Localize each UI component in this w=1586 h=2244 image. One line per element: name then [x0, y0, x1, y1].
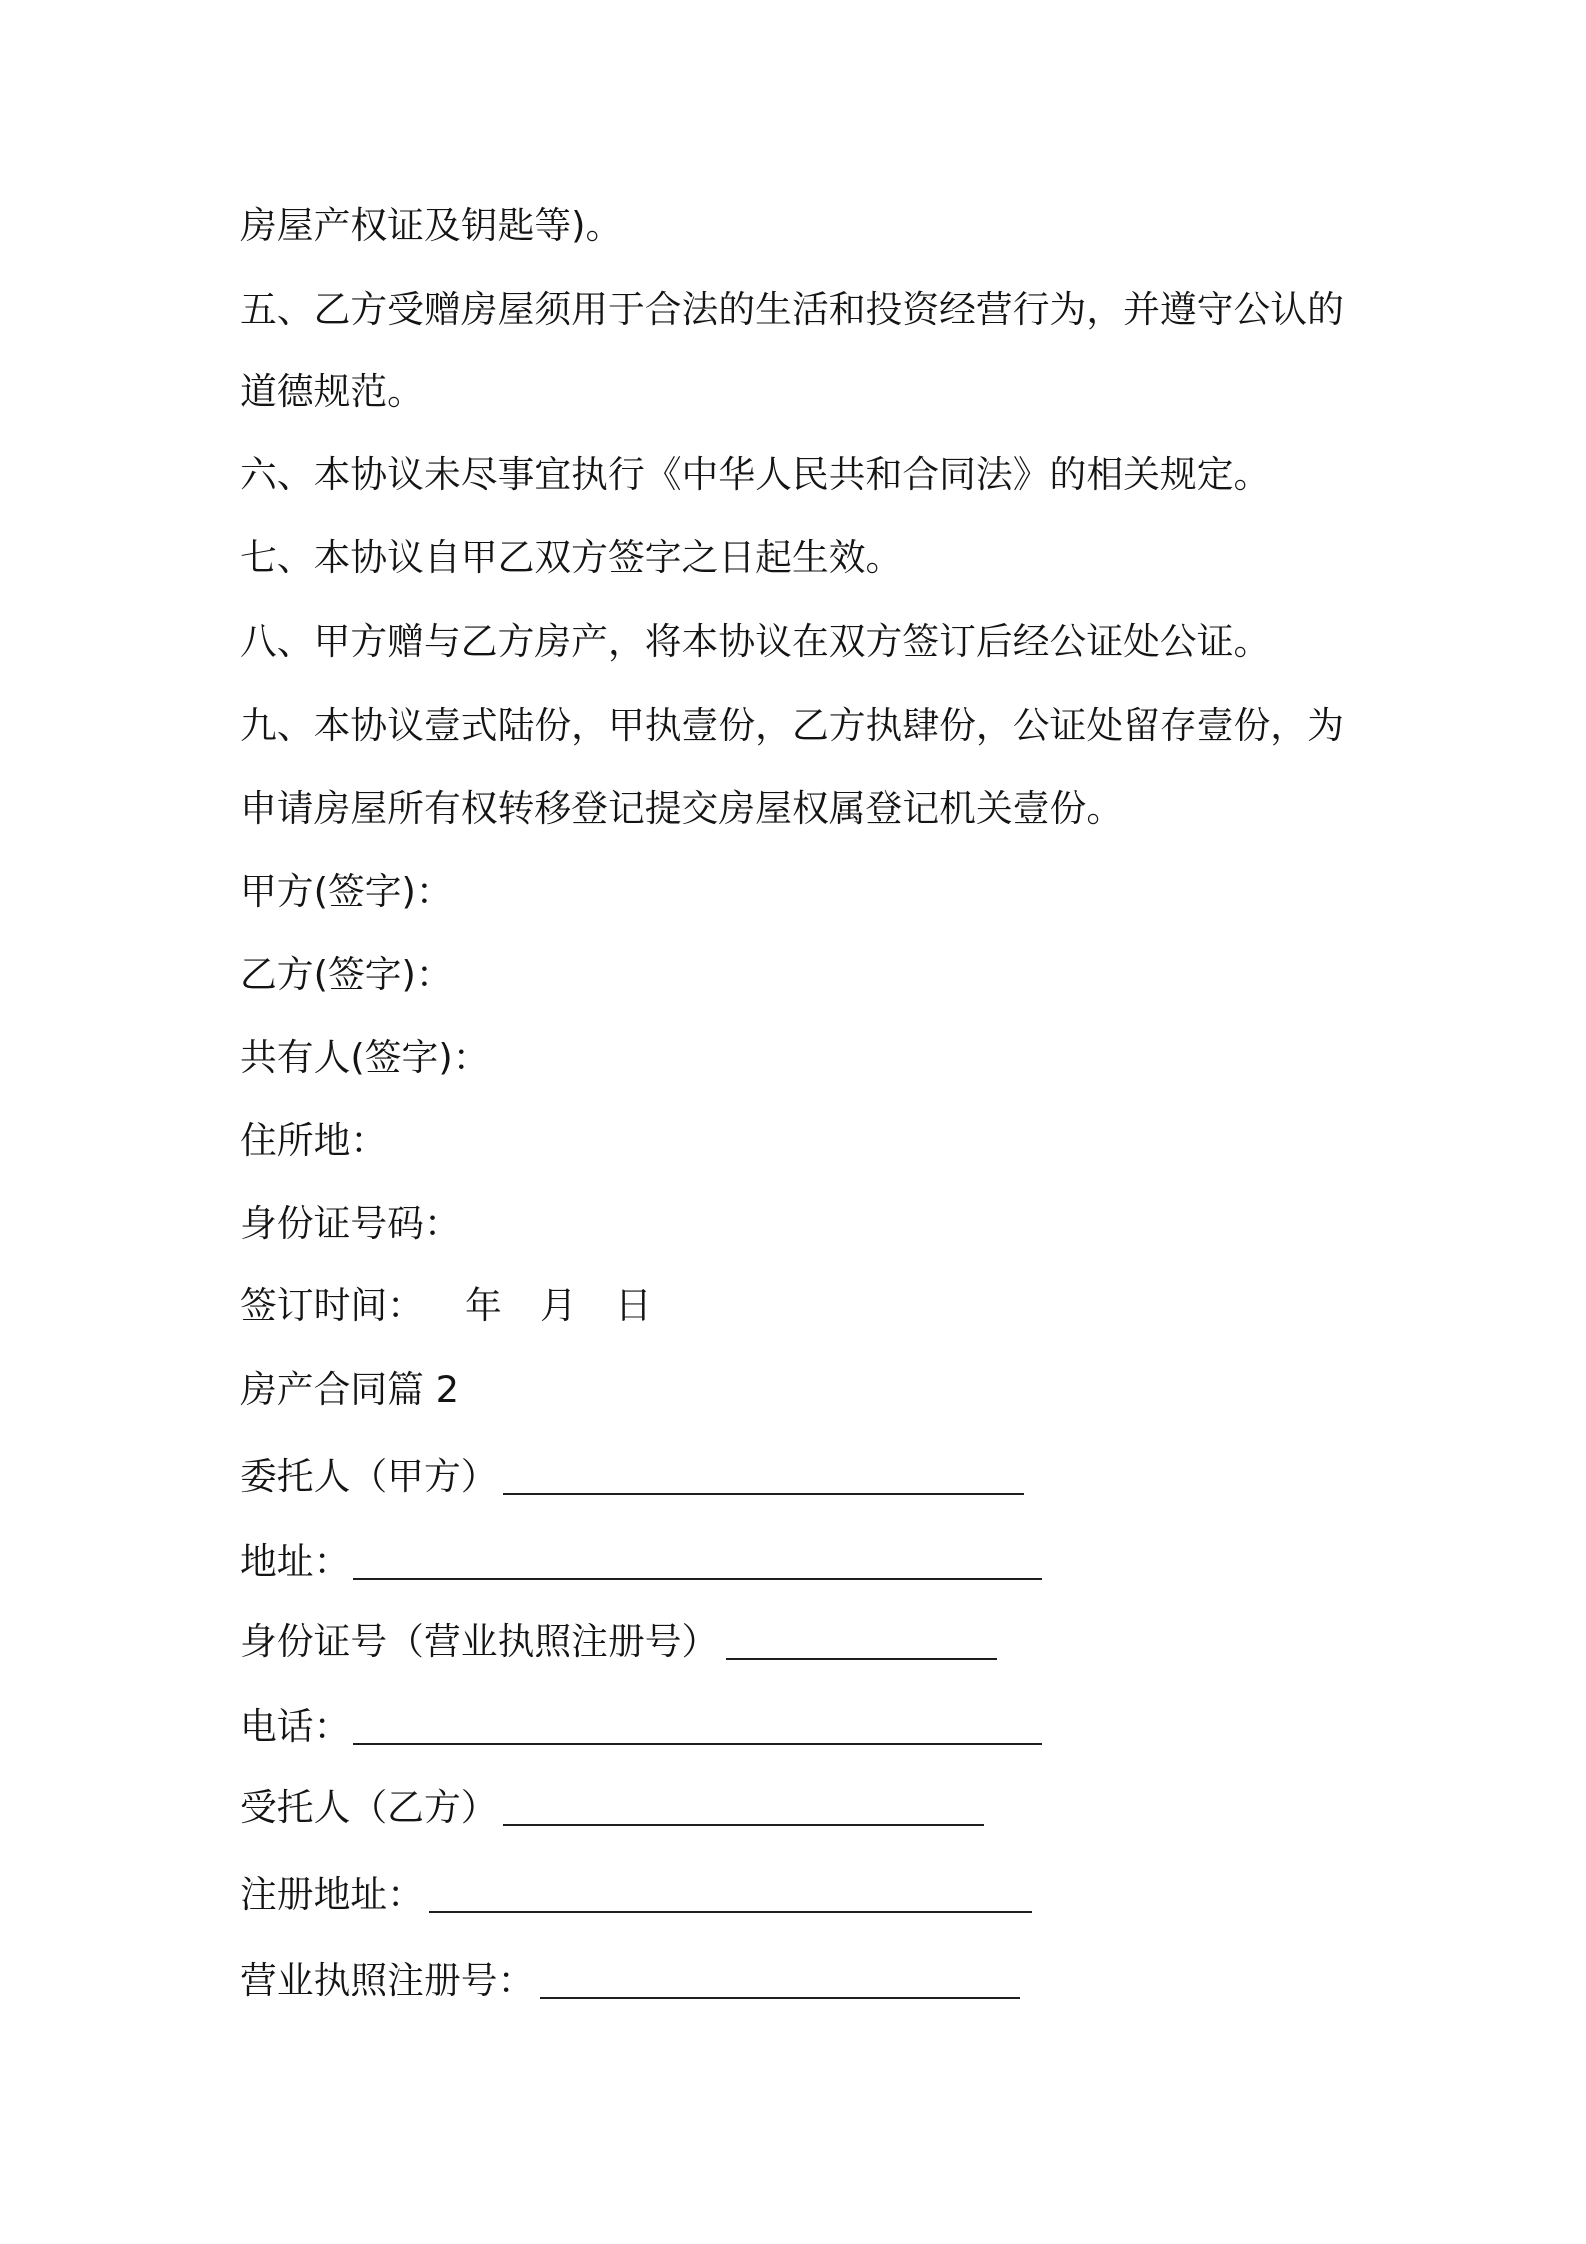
- fill-in-blank: [503, 1493, 1024, 1495]
- form-field-label: 身份证号（营业执照注册号）: [240, 1620, 719, 1663]
- form-field-agent: [240, 1786, 498, 1830]
- clause-8: 八、甲方赠与乙方房产，将本协议在双方签订后经公证处公证。: [240, 620, 1271, 663]
- form-field-id-number: [240, 1620, 718, 1664]
- signing-date-label: 签订时间：: [240, 1284, 424, 1327]
- fill-in-blank: [353, 1578, 1042, 1580]
- id-number-label: 身份证号码：: [240, 1202, 461, 1245]
- clause-9: 九、本协议壹式陆份，甲执壹份，乙方执肆份，公证处留存壹份，为: [240, 704, 1344, 747]
- clause-6: 六、本协议未尽事宜执行《中华人民共和合同法》的相关规定。: [240, 453, 1271, 496]
- form-field-registered-address: [240, 1873, 424, 1917]
- date-year-label: 年: [465, 1284, 502, 1327]
- fill-in-blank: [429, 1911, 1032, 1913]
- clause-5-continuation: 道德规范。: [240, 370, 424, 413]
- clause-4-continuation: 房屋产权证及钥匙等)。: [240, 204, 623, 247]
- clause-5: 五、乙方受赠房屋须用于合法的生活和投资经营行为，并遵守公认的: [240, 288, 1344, 331]
- fill-in-blank: [503, 1824, 984, 1826]
- section-title: 房产合同篇 2: [240, 1368, 460, 1411]
- fill-in-blank: [540, 1997, 1020, 1999]
- date-month-label: 月: [540, 1284, 577, 1327]
- form-field-label: 电话：: [240, 1705, 351, 1748]
- signing-date-line: [240, 1284, 652, 1328]
- form-field-business-license: [240, 1959, 534, 2003]
- form-field-label: 地址：: [240, 1540, 351, 1583]
- form-field-client: [240, 1455, 498, 1499]
- party-b-signature-label: 乙方(签字)：: [240, 953, 453, 996]
- fill-in-blank: [353, 1743, 1042, 1745]
- fill-in-blank: [726, 1658, 997, 1660]
- co-owner-signature-label: 共有人(签字)：: [240, 1036, 490, 1079]
- form-field-phone: [240, 1705, 350, 1749]
- form-field-label: 营业执照注册号：: [240, 1959, 535, 2002]
- clause-7: 七、本协议自甲乙双方签字之日起生效。: [240, 536, 903, 579]
- form-field-label: 受托人（乙方）: [240, 1786, 498, 1829]
- clause-9-continuation: 申请房屋所有权转移登记提交房屋权属登记机关壹份。: [240, 787, 1124, 830]
- form-field-label: 注册地址：: [240, 1873, 424, 1916]
- form-field-label: 委托人（甲方）: [240, 1455, 498, 1498]
- form-field-address: [240, 1540, 350, 1584]
- party-a-signature-label: 甲方(签字)：: [240, 870, 453, 913]
- residence-label: 住所地：: [240, 1119, 388, 1162]
- date-day-label: 日: [615, 1284, 652, 1327]
